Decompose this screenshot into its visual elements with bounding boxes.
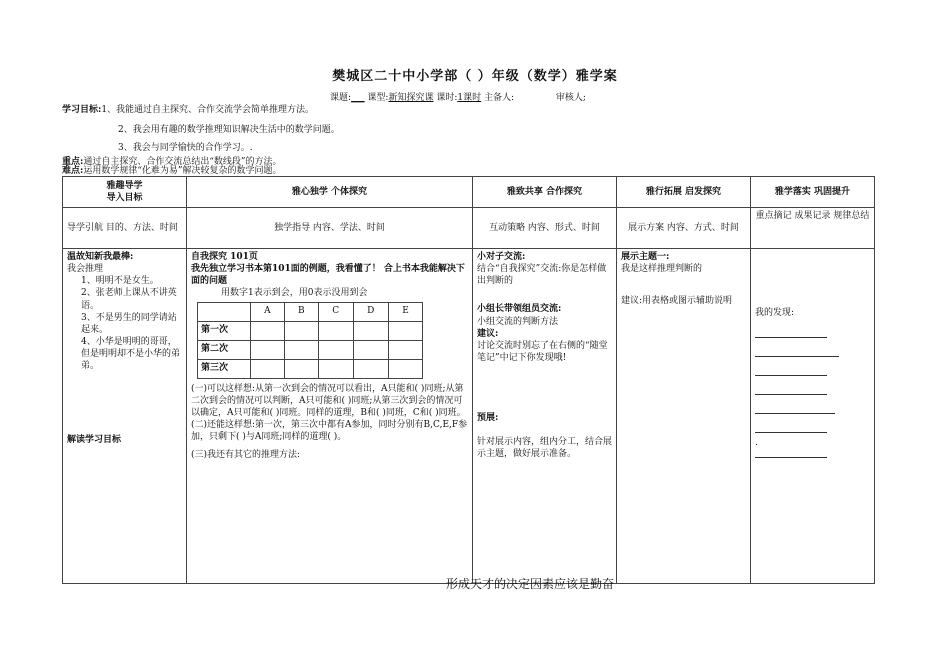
answer-line[interactable] [755, 319, 827, 338]
subheader-col2: 独学指导 内容、学法、时间 [187, 208, 473, 249]
grid-row-label: 第二次 [198, 340, 251, 359]
grid-col-header: B [284, 302, 318, 321]
subheader-col5: 重点摘记 成果记录 规律总结 [751, 208, 875, 249]
col2-para3: (三)我还有其它的推理方法: [191, 450, 301, 461]
header-col4: 雅行拓展 启发探究 [617, 177, 751, 208]
col1-heading: 温故知新我最棒: [67, 252, 134, 262]
answer-line[interactable] [755, 414, 827, 433]
answer-line[interactable] [755, 338, 839, 357]
goals-label: 学习目标: [62, 105, 102, 115]
topic-value: ___ [351, 93, 365, 103]
table-row [198, 302, 423, 321]
grid-cell[interactable] [318, 321, 353, 340]
header-col2: 雅心独学 个体探究 [187, 177, 473, 208]
grid-cell[interactable] [389, 359, 423, 378]
list-item: 3、不是男生的同学请站起来。 [81, 312, 177, 335]
page-title: 樊城区二十中小学部（ ）年级（数学）雅学案 [332, 69, 618, 84]
grid-cell[interactable] [251, 321, 285, 340]
grid-cell[interactable] [353, 340, 389, 359]
reviewer-label: 审核人; [555, 93, 586, 103]
header-col1: 雅趣导学 导入目标 [63, 177, 187, 208]
grid-cell[interactable] [318, 340, 353, 359]
col4-cell [617, 249, 751, 584]
grid-cell[interactable] [284, 359, 318, 378]
col5-dot: . [755, 438, 758, 449]
grid-cell[interactable] [389, 321, 423, 340]
table-row [198, 340, 423, 359]
col3-h1: 小对子交流: [477, 252, 526, 262]
grid-cell[interactable] [318, 359, 353, 378]
answer-line[interactable] [755, 376, 827, 395]
grid-cell[interactable] [353, 321, 389, 340]
col1-intro: 我会推理 [67, 264, 104, 275]
footer-motto: 形成天才的决定因素应该是勤奋 [445, 577, 614, 591]
col4-t2: 建议:用表格或图示辅助说明 [621, 296, 733, 307]
list-item: 1、明明不是女生。 [81, 276, 159, 287]
lesson-table [62, 176, 875, 584]
col2-para2: (二)还能这样想:第一次，第三次中都有A参加，同时分别有B,C,E,F参加，只剩下( )与A同班;同样的道理( )。 [191, 419, 468, 443]
table-row [198, 359, 423, 378]
col2-para1: (一)可以这样想:从第一次到会的情况可以看出，A只能和( )同班;从第二次到会的情况可以判断，A只可能和( )同班;从第三次到会的情况可以确定，A只可能和( )同班。同样的道理，B和( )同班，C和( )同班。 [191, 383, 466, 418]
lesson-meta [330, 92, 586, 104]
header-col5: 雅学落实 巩固提升 [751, 177, 875, 208]
goal-1: 学习目标:1、我能通过自主探究、合作交流学会简单推理方法。 [62, 105, 315, 115]
answer-line[interactable] [755, 357, 827, 376]
grid-cell[interactable] [251, 359, 285, 378]
col3-t3: 讨论交流时别忘了在右侧的“随堂笔记”中记下你发现哦! [477, 340, 608, 363]
attendance-grid [197, 302, 423, 379]
grid-row-label: 第三次 [198, 359, 251, 378]
col5-h1: 我的发现: [755, 308, 795, 318]
type-label: 课型: [367, 93, 389, 103]
grid-cell[interactable] [389, 340, 423, 359]
col3-t2: 小组交流的判断方法 [477, 316, 559, 327]
preparer-label: 主备人: [484, 93, 515, 103]
grid-col-header: D [353, 302, 389, 321]
goal-2: 2、我会用有趣的数学推理知识解决生活中的数学问题。 [118, 125, 340, 135]
col5-cell [751, 249, 875, 584]
grid-cell[interactable] [251, 340, 285, 359]
key-point: 重点:通过自主探究、合作交流总结出“数线段”的方法。 [62, 157, 282, 167]
answer-line[interactable] [755, 449, 827, 458]
subheader-col1: 导学引航 目的、方法、时间 [63, 208, 187, 249]
col2-note: 用数字1表示到会，用0表示没用到会 [221, 288, 368, 299]
col1-heading2: 解读学习目标 [67, 435, 122, 446]
list-item: 4、小华是明明的哥哥，但是明明却不是小华的弟弟。 [81, 336, 181, 372]
answer-line[interactable] [755, 395, 835, 414]
header-col3: 雅致共享 合作探究 [473, 177, 617, 208]
grid-cell[interactable] [284, 340, 318, 359]
col3-t4: 针对展示内容，组内分工，结合展示主题，做好展示准备。 [477, 437, 613, 460]
goal-3: 3、我会与同学愉快的合作学习。. [118, 143, 253, 153]
col4-h1: 展示主题一: [621, 252, 670, 262]
col3-cell [473, 249, 617, 584]
col2-heading: 自我探究 101页 [191, 252, 258, 262]
col2-cell [187, 249, 473, 584]
col1-cell [63, 249, 187, 584]
grid-col-header: C [318, 302, 353, 321]
col2-bold-text: 我先独立学习书本第101面的例题，我看懂了！ 合上书本我能解决下面的问题 [191, 264, 465, 287]
subheader-col3: 互动策略 内容、形式、时间 [473, 208, 617, 249]
col3-t1: 结合“自我探究”交流:你是怎样做出判断的 [477, 264, 607, 287]
table-row [198, 321, 423, 340]
grid-cell[interactable] [353, 359, 389, 378]
subheader-col4: 展示方案 内容、方式、时间 [617, 208, 751, 249]
col3-h3: 建议: [477, 328, 499, 339]
subheader-row [63, 208, 875, 249]
grid-col-header: E [389, 302, 423, 321]
header-row [63, 177, 875, 208]
grid-col-header: A [251, 302, 285, 321]
grid-row-label: 第一次 [198, 321, 251, 340]
grid-cell[interactable] [284, 321, 318, 340]
body-row [63, 249, 875, 584]
col4-t1: 我是这样推理判断的 [621, 264, 703, 275]
difficulty: 难点:运用数学规律“化难为易”解决较复杂的数学问题。 [62, 166, 282, 176]
col3-h4: 预展: [477, 413, 499, 424]
hours-value: 1课时 [457, 93, 482, 103]
topic-label: 课题: [330, 93, 352, 103]
type-value: 新知探究课 [388, 93, 434, 103]
col3-h2: 小组长带领组员交流: [477, 304, 562, 315]
hours-label: 课时: [436, 93, 458, 103]
list-item: 2、张老师上课从不讲英语。 [81, 288, 177, 311]
